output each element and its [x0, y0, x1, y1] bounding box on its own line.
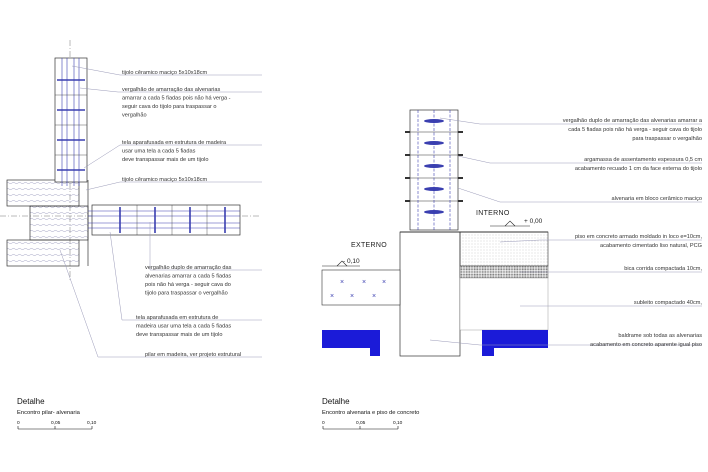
- annotation-r-rebar-1: vergalhão duplo de amarração das alvenarias amarrar a: [562, 118, 702, 124]
- annotation-brick: tijolo cêramico maciço 5x10x18cm: [122, 70, 208, 76]
- room-label-interno: INTERNO: [476, 210, 510, 217]
- annotation-rebar-1: vergalhão de amarração das alvenarias: [122, 87, 221, 93]
- right-scale-tick-1: 0,05: [356, 421, 366, 426]
- right-detail-title-block: [322, 397, 419, 429]
- svg-text:×: ×: [350, 293, 355, 300]
- annotation-r-mortar-2: acabamento recuado 1 cm da face externa do tijolo: [574, 166, 702, 172]
- annotation-r-floor-2: acabamento cimentado liso natural, PCG: [600, 243, 702, 249]
- annotation-double-rebar-4: tijolo para traspassar o vergalhão: [145, 290, 228, 297]
- left-scale-bar: [17, 420, 97, 429]
- annotation-r-floor-1: piso em concreto armado moldado in loco e=10cm,: [574, 234, 702, 240]
- annotation-mesh-b-2: madeira usar uma tela a cada 5 fiadas: [136, 323, 232, 330]
- annotation-mesh-b-1: tela aparafusada em estrutura de: [136, 315, 219, 321]
- right-scale-tick-0: 0: [322, 421, 325, 426]
- annotation-r-mortar-1: argamassa de assentamento espessura 0,5 cm: [584, 157, 702, 163]
- right-scale-tick-2: 0,10: [393, 421, 403, 426]
- annotation-r-baldrame-1: baldrame sob todas as alvenarias: [618, 333, 702, 339]
- annotation-mesh-3: deve transpassar mais de um tijolo: [122, 157, 209, 163]
- svg-text:×: ×: [362, 279, 367, 286]
- annotation-r-subgrade: subleito compactado 40cm,: [633, 300, 702, 306]
- right-detail-annotations: [563, 118, 703, 348]
- left-detail-title-block: [17, 397, 97, 429]
- annotation-mesh-1: tela aparafusada em estrutura de madeira: [122, 140, 227, 146]
- annotation-double-rebar-2: alvenarias amarrar a cada 5 fiadas: [145, 273, 232, 280]
- left-scale-tick-0: 0: [17, 421, 20, 426]
- annotation-double-rebar-1: vergalhão duplo de amarração das: [145, 265, 232, 271]
- right-detail-subtitle: Encontro alvenaria e piso de concreto: [322, 410, 420, 416]
- annotation-r-gravel: bica corrida compactada 10cm,: [624, 266, 702, 272]
- annotation-double-rebar-3: pois não há verga - seguir cava do: [145, 282, 231, 288]
- right-detail-drawing: [322, 110, 702, 356]
- right-detail-title: Detalhe: [322, 397, 350, 406]
- left-detail-subtitle: Encontro pilar- alvenaria: [17, 410, 80, 416]
- level-externo: - 0,10: [343, 258, 360, 265]
- annotation-mesh-b-3: deve transpassar mais de um tijolo: [136, 332, 223, 338]
- left-scale-tick-2: 0,10: [87, 421, 97, 426]
- annotation-r-rebar-3: para traspassar o vergalhão: [632, 136, 702, 142]
- annotation-r-masonry: alvenaria em bloco cerâmico maciço: [611, 196, 702, 202]
- annotation-pillar: pilar em madeira, ver projeto estrutural: [145, 352, 242, 358]
- annotation-rebar-2: amarrar a cada 5 fiadas pois não há verga -: [122, 95, 231, 102]
- svg-text:×: ×: [382, 279, 387, 286]
- left-scale-tick-1: 0,05: [51, 421, 61, 426]
- annotation-r-rebar-2: cada 5 fiadas pois não há verga - seguir cava do tijolo: [568, 127, 702, 133]
- left-detail-title: Detalhe: [17, 397, 45, 406]
- annotation-rebar-3: seguir cava do tijolo para traspassar o: [122, 104, 217, 110]
- annotation-r-baldrame-2: acabamento em concreto aparente igual piso: [590, 342, 702, 348]
- svg-text:×: ×: [340, 279, 345, 286]
- annotation-mesh-2: usar uma tela a cada 5 fiadas: [122, 148, 196, 155]
- svg-text:×: ×: [372, 293, 377, 300]
- level-interno: + 0,00: [524, 218, 543, 225]
- room-label-externo: EXTERNO: [351, 242, 387, 249]
- annotation-brick-2: tijolo cêramico maciço 5x10x18cm: [122, 177, 208, 183]
- right-scale-bar: [322, 420, 403, 429]
- annotation-rebar-4: vergalhão: [122, 112, 147, 119]
- svg-text:×: ×: [330, 293, 335, 300]
